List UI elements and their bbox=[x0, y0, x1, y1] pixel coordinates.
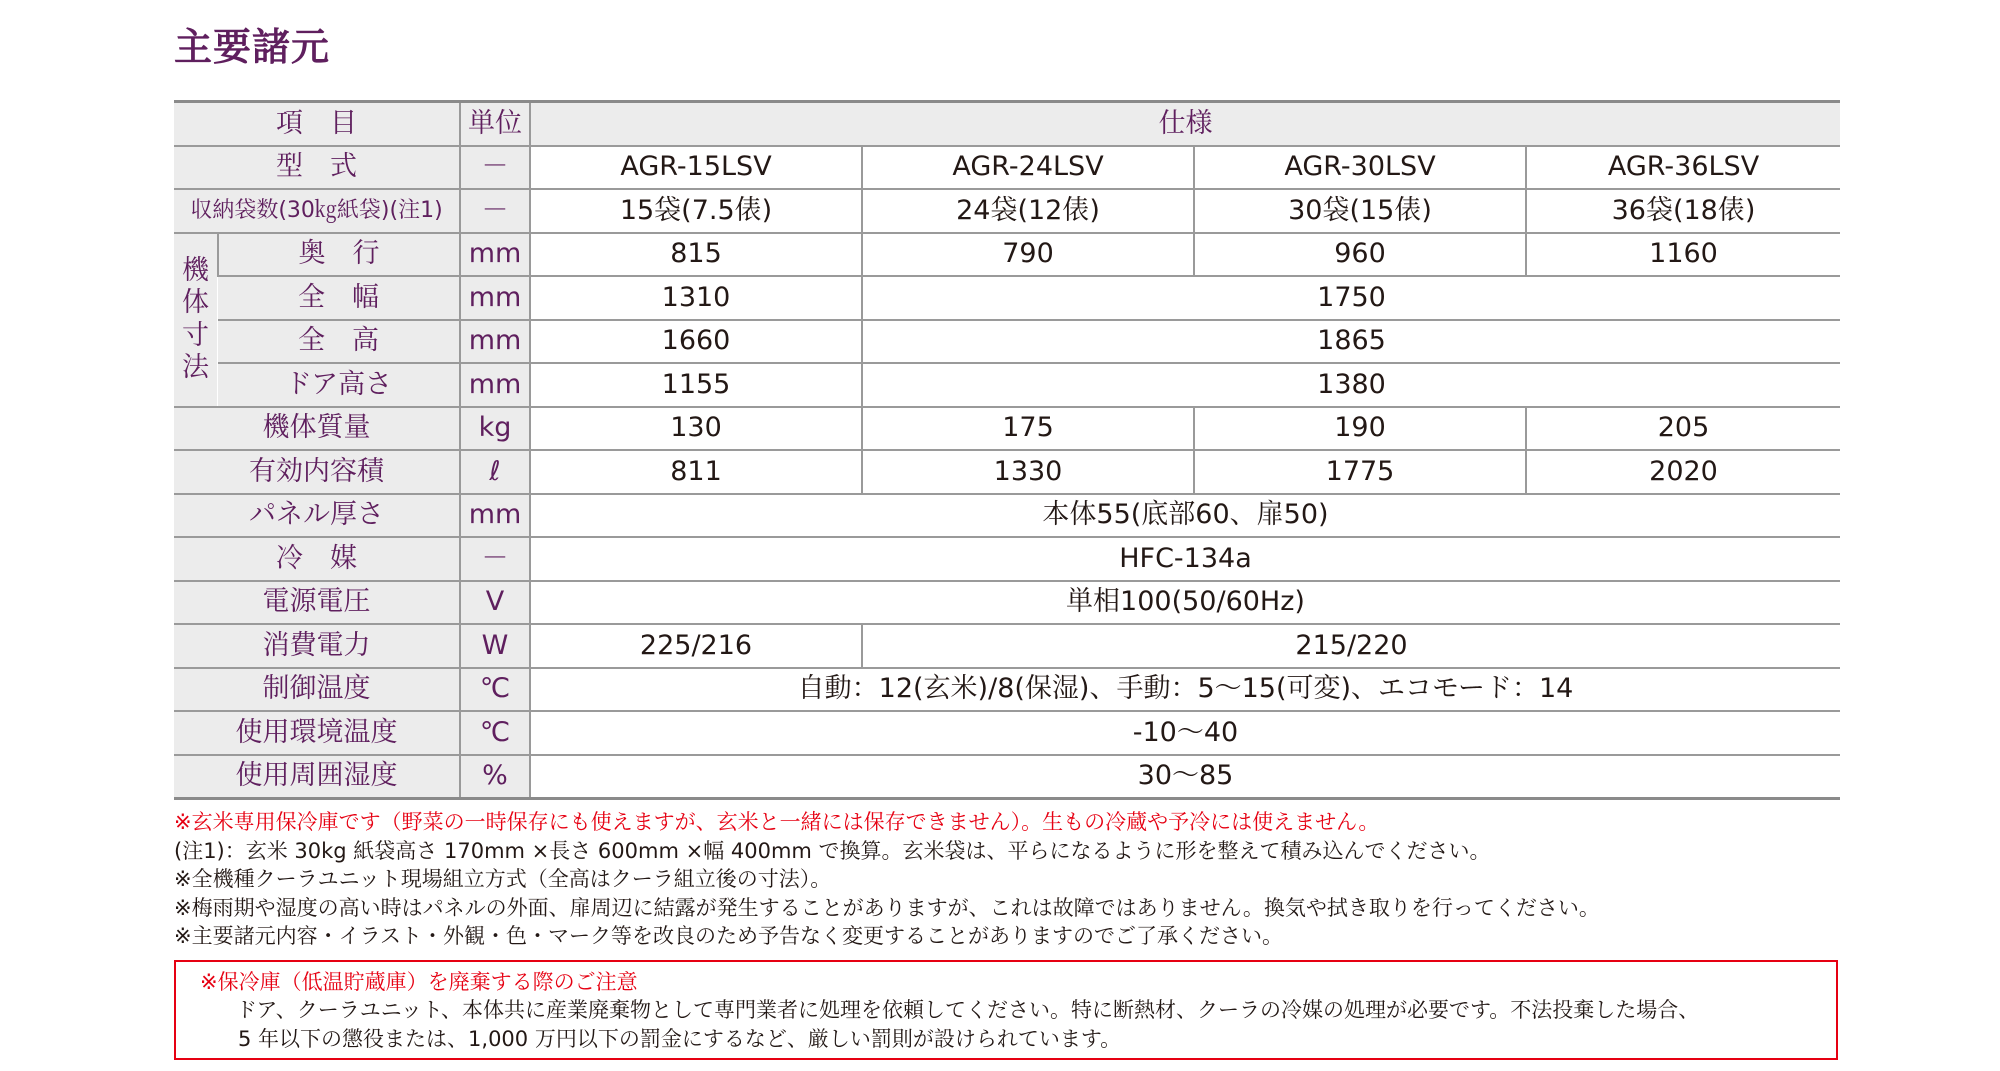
group-label-dimensions bbox=[174, 233, 218, 407]
table-cell: 30～85 bbox=[530, 755, 1840, 799]
row-panel bbox=[174, 494, 1840, 538]
row-env-humidity bbox=[174, 755, 1840, 799]
notes-section bbox=[174, 808, 1854, 951]
row-unit: mm bbox=[460, 276, 530, 320]
row-label: ドア高さ bbox=[218, 363, 460, 407]
note-1: (注1)：玄米 30kg 紙袋高さ 170mm ×長さ 600mm ×幅 400mm で換算。玄米袋は、平らになるように形を整えて積み込んでください。 bbox=[174, 838, 1491, 863]
row-label: 全 幅 bbox=[218, 276, 460, 320]
table-cell: 1155 bbox=[530, 363, 862, 407]
row-height bbox=[174, 320, 1840, 364]
row-unit: % bbox=[460, 755, 530, 799]
note-rice-only: ※玄米専用保冷庫です（野菜の一時保存にも使えますが、玄米と一緒には保存できません）。生もの冷蔵や予冷には使えません。 bbox=[174, 810, 1380, 834]
row-volume bbox=[174, 450, 1840, 494]
row-label: 機体質量 bbox=[174, 407, 460, 451]
row-unit: ℃ bbox=[460, 711, 530, 755]
row-unit: mm bbox=[460, 363, 530, 407]
table-cell: 自動：12(玄米)/8(保湿)、手動：5～15(可変)、エコモード：14 bbox=[530, 668, 1840, 712]
row-unit: － bbox=[460, 146, 530, 190]
note-condensation: ※梅雨期や湿度の高い時はパネルの外面、扉周辺に結露が発生することがありますが、これは故障ではありません。換気や拭き取りを行ってください。 bbox=[174, 895, 1600, 920]
table-cell: 811 bbox=[530, 450, 862, 494]
table-cell: HFC-134a bbox=[530, 537, 1840, 581]
header-spec: 仕様 bbox=[530, 102, 1840, 146]
row-consumption bbox=[174, 624, 1840, 668]
table-cell: 1865 bbox=[862, 320, 1840, 364]
page-title: 主要諸元 bbox=[174, 25, 331, 69]
row-refrigerant bbox=[174, 537, 1840, 581]
row-env-temp bbox=[174, 711, 1840, 755]
row-unit: mm bbox=[460, 494, 530, 538]
row-unit: － bbox=[460, 537, 530, 581]
table-cell: 790 bbox=[862, 233, 1194, 277]
table-cell: 2020 bbox=[1526, 450, 1840, 494]
row-capacity bbox=[174, 189, 1840, 233]
row-label: パネル厚さ bbox=[174, 494, 460, 538]
row-label: 有効内容積 bbox=[174, 450, 460, 494]
spec-table bbox=[174, 100, 1840, 800]
row-label: 消費電力 bbox=[174, 624, 460, 668]
table-cell: 1310 bbox=[530, 276, 862, 320]
row-mass bbox=[174, 407, 1840, 451]
table-cell: 単相100(50/60Hz) bbox=[530, 581, 1840, 625]
row-label: 型 式 bbox=[174, 146, 460, 190]
note-spec-change: ※主要諸元内容・イラスト・外観・色・マーク等を改良のため予告なく変更することがありますのでご了承ください。 bbox=[174, 924, 1283, 948]
table-cell: 1380 bbox=[862, 363, 1840, 407]
group-label-text: 機 体 寸 法 bbox=[182, 254, 209, 383]
row-label: 制御温度 bbox=[174, 668, 460, 712]
table-cell: 1660 bbox=[530, 320, 862, 364]
row-label: 冷 媒 bbox=[174, 537, 460, 581]
table-cell: 205 bbox=[1526, 407, 1840, 451]
warning-line: ドア、クーラユニット、本体共に産業廃棄物として専門業者に処理を依頼してください。特に断熱材、クーラの冷媒の処理が必要です。不法投棄した場合、 bbox=[236, 998, 1700, 1022]
row-unit: ℓ bbox=[460, 450, 530, 494]
note-cooler-assembly: ※全機種クーラユニット現場組立方式（全高はクーラ組立後の寸法）。 bbox=[174, 867, 832, 891]
row-depth bbox=[174, 233, 1840, 277]
table-cell: 本体55(底部60、扉50) bbox=[530, 494, 1840, 538]
row-label: 奥 行 bbox=[218, 233, 460, 277]
row-label: 収納袋数(30㎏紙袋)(注1) bbox=[174, 189, 460, 233]
row-power bbox=[174, 581, 1840, 625]
header-row bbox=[174, 102, 1840, 146]
model-36: AGR-36LSV bbox=[1526, 146, 1840, 190]
model-30: AGR-30LSV bbox=[1194, 146, 1526, 190]
table-cell: 30袋(15俵) bbox=[1194, 189, 1526, 233]
row-unit: － bbox=[460, 189, 530, 233]
row-label: 使用環境温度 bbox=[174, 711, 460, 755]
row-unit: W bbox=[460, 624, 530, 668]
table-cell: 175 bbox=[862, 407, 1194, 451]
table-cell: 1750 bbox=[862, 276, 1840, 320]
row-width bbox=[174, 276, 1840, 320]
warning-line: 5 年以下の懲役または、1,000 万円以下の罰金にするなど、厳しい罰則が設けられています。 bbox=[238, 1027, 1122, 1051]
row-model bbox=[174, 146, 1840, 190]
table-cell: 130 bbox=[530, 407, 862, 451]
table-cell: 815 bbox=[530, 233, 862, 277]
row-unit: ℃ bbox=[460, 668, 530, 712]
warning-title: ※保冷庫（低温貯蔵庫）を廃棄する際のご注意 bbox=[200, 970, 638, 994]
table-cell: 1160 bbox=[1526, 233, 1840, 277]
table-cell: 36袋(18俵) bbox=[1526, 189, 1840, 233]
row-unit: mm bbox=[460, 320, 530, 364]
disposal-warning-box bbox=[174, 960, 1838, 1060]
table-cell: 24袋(12俵) bbox=[862, 189, 1194, 233]
row-unit: V bbox=[460, 581, 530, 625]
model-24: AGR-24LSV bbox=[862, 146, 1194, 190]
row-unit: kg bbox=[460, 407, 530, 451]
table-cell: -10～40 bbox=[530, 711, 1840, 755]
header-unit: 単位 bbox=[460, 102, 530, 146]
model-15: AGR-15LSV bbox=[530, 146, 862, 190]
row-label: 全 高 bbox=[218, 320, 460, 364]
row-door-height bbox=[174, 363, 1840, 407]
row-label: 電源電圧 bbox=[174, 581, 460, 625]
table-cell: 1775 bbox=[1194, 450, 1526, 494]
header-item: 項 目 bbox=[174, 102, 460, 146]
table-cell: 215/220 bbox=[862, 624, 1840, 668]
table-cell: 225/216 bbox=[530, 624, 862, 668]
table-cell: 190 bbox=[1194, 407, 1526, 451]
table-cell: 960 bbox=[1194, 233, 1526, 277]
row-unit: mm bbox=[460, 233, 530, 277]
table-cell: 15袋(7.5俵) bbox=[530, 189, 862, 233]
row-control-temp bbox=[174, 668, 1840, 712]
row-label: 使用周囲湿度 bbox=[174, 755, 460, 799]
table-cell: 1330 bbox=[862, 450, 1194, 494]
